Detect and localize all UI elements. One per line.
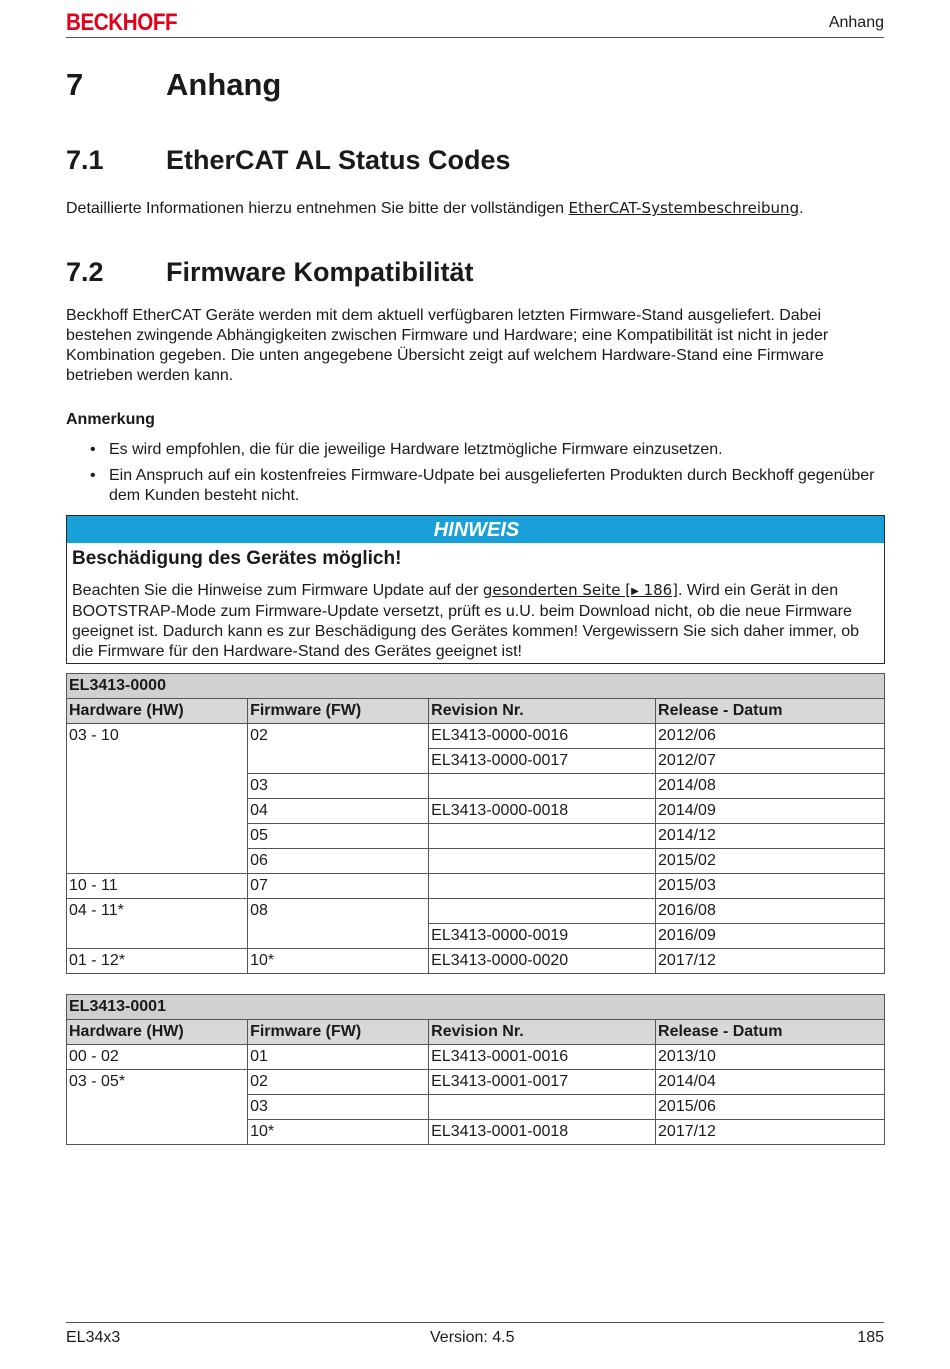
table-cell — [429, 774, 656, 799]
notice-text — [72, 580, 880, 662]
chapter-title: Anhang — [166, 67, 282, 102]
footer-page-number: 185 — [857, 1329, 884, 1346]
section-7-2-heading — [66, 257, 474, 288]
table-cell: 06 — [248, 849, 429, 874]
notice-box — [66, 515, 885, 664]
header-section-title: Anhang — [828, 14, 884, 31]
table-cell — [429, 874, 656, 899]
header-divider — [66, 37, 884, 38]
link-text: gesonderten Seite [ — [482, 581, 632, 599]
column-header: Release - Datum — [656, 699, 885, 724]
table-title: EL3413-0000 — [67, 674, 885, 699]
firmware-table-el3413-0000 — [66, 673, 885, 974]
table-cell: 02 — [248, 1070, 429, 1095]
table-row — [67, 724, 885, 749]
footer-divider — [66, 1322, 884, 1323]
table-row — [67, 899, 885, 924]
notice-title: Beschädigung des Gerätes möglich! — [72, 548, 402, 569]
table-title-row — [67, 674, 885, 699]
section-7-1-body: Detaillierte Informationen hierzu entnehmen Sie bitte der vollständigen — [66, 200, 569, 217]
table-cell: EL3413-0000-0019 — [429, 924, 656, 949]
chapter-number: 7 — [66, 67, 84, 102]
table-header-row — [67, 1020, 885, 1045]
table-cell: EL3413-0001-0018 — [429, 1120, 656, 1145]
footer-version: Version: 4.5 — [430, 1329, 515, 1346]
section-number: 7.2 — [66, 257, 104, 287]
table-cell: 07 — [248, 874, 429, 899]
section-number: 7.1 — [66, 145, 104, 175]
table-cell: 2015/06 — [656, 1095, 885, 1120]
table-cell: 01 — [248, 1045, 429, 1070]
table-cell — [429, 899, 656, 924]
table-cell: EL3413-0001-0017 — [429, 1070, 656, 1095]
column-header: Release - Datum — [656, 1020, 885, 1045]
table-cell: 2014/04 — [656, 1070, 885, 1095]
table-cell: 2017/12 — [656, 1120, 885, 1145]
table-cell — [429, 1095, 656, 1120]
table-cell: 03 - 05* — [67, 1070, 248, 1145]
table-cell: 01 - 12* — [67, 949, 248, 974]
table-row — [67, 874, 885, 899]
table-cell: 10 - 11 — [67, 874, 248, 899]
ethercat-system-description-link[interactable]: EtherCAT-Systembeschreibung — [568, 199, 800, 217]
column-header: Firmware (FW) — [248, 699, 429, 724]
table-cell: 10* — [248, 949, 429, 974]
table-title: EL3413-0001 — [67, 995, 885, 1020]
page-reference-arrow-icon: ▶ — [631, 586, 639, 597]
section-title: Firmware Kompatibilität — [166, 257, 474, 287]
column-header: Firmware (FW) — [248, 1020, 429, 1045]
table-cell: 2014/08 — [656, 774, 885, 799]
section-7-1-heading — [66, 145, 511, 176]
table-cell: EL3413-0000-0018 — [429, 799, 656, 824]
column-header: Hardware (HW) — [67, 1020, 248, 1045]
section-title: EtherCAT AL Status Codes — [166, 145, 511, 175]
table-row — [67, 1045, 885, 1070]
notice-text-before: Beachten Sie die Hinweise zum Firmware Update auf der — [72, 582, 483, 599]
section-7-1-text — [66, 198, 888, 219]
column-header: Revision Nr. — [429, 1020, 656, 1045]
firmware-update-page-link[interactable] — [483, 581, 678, 599]
table-cell: 03 — [248, 1095, 429, 1120]
column-header: Revision Nr. — [429, 699, 656, 724]
column-header: Hardware (HW) — [67, 699, 248, 724]
table-row — [67, 1070, 885, 1095]
list-item: • Ein Anspruch auf ein kostenfreies Firmware-Udpate bei ausgelieferten Produkten durch Beckhoff gegenüber dem Kunden besteht nicht. — [66, 466, 888, 506]
table-cell: 2016/08 — [656, 899, 885, 924]
table-cell: EL3413-0000-0020 — [429, 949, 656, 974]
link-page: 186] — [638, 581, 679, 599]
table-cell: 2015/03 — [656, 874, 885, 899]
table-cell: 10* — [248, 1120, 429, 1145]
table-cell — [429, 849, 656, 874]
note-title: Anmerkung — [66, 411, 155, 428]
table-cell: 2013/10 — [656, 1045, 885, 1070]
table-cell: 04 — [248, 799, 429, 824]
table-cell: 05 — [248, 824, 429, 849]
table-cell: 03 - 10 — [67, 724, 248, 874]
table-row — [67, 949, 885, 974]
table-header-row — [67, 699, 885, 724]
notice-label: HINWEIS — [67, 516, 884, 543]
notice-text-after: . Wird ein Gerät in den BOOTSTRAP-Mode zum Firmware-Update versetzt, prüft es u.U. beim Download nicht, ob die neue Firmware geeignet ist. Dadurch kann es zur Beschädigung des Gerätes kommen! Vergewissern Sie sich daher immer, ob die Firmware für den Hardware-Stand des Gerätes geeignet ist! — [72, 582, 860, 660]
table-cell: 2017/12 — [656, 949, 885, 974]
period: . — [799, 200, 804, 217]
table-cell: 2016/09 — [656, 924, 885, 949]
table-cell: 2014/09 — [656, 799, 885, 824]
section-7-2-text: Beckhoff EtherCAT Geräte werden mit dem aktuell verfügbaren letzten Firmware-Stand ausgeliefert. Dabei bestehen zwingende Abhängigkeiten zwischen Firmware und Hardware; eine Kompatibilität ist nicht in jeder Kombination gegeben. Die unten angegebene Übersicht zeigt auf welchem Hardware-Stand eine Firmware betrieben werden kann. — [66, 307, 829, 384]
table-title-row — [67, 995, 885, 1020]
firmware-table-el3413-0001 — [66, 994, 885, 1145]
note-list — [66, 440, 888, 512]
table-cell: EL3413-0001-0016 — [429, 1045, 656, 1070]
table-cell: 2012/06 — [656, 724, 885, 749]
list-item: • Es wird empfohlen, die für die jeweilige Hardware letztmögliche Firmware einzusetzen. — [66, 440, 888, 460]
table-cell: 2012/07 — [656, 749, 885, 774]
table-cell: EL3413-0000-0017 — [429, 749, 656, 774]
chapter-heading — [66, 67, 281, 103]
table-cell: 04 - 11* — [67, 899, 248, 949]
table-cell: 00 - 02 — [67, 1045, 248, 1070]
beckhoff-logo: BECKHOFF — [66, 9, 178, 36]
table-cell: 08 — [248, 899, 429, 949]
table-cell — [429, 824, 656, 849]
table-cell: 02 — [248, 724, 429, 774]
footer-product: EL34x3 — [66, 1329, 121, 1346]
table-cell: 2015/02 — [656, 849, 885, 874]
table-cell: 2014/12 — [656, 824, 885, 849]
table-cell: EL3413-0000-0016 — [429, 724, 656, 749]
table-cell: 03 — [248, 774, 429, 799]
